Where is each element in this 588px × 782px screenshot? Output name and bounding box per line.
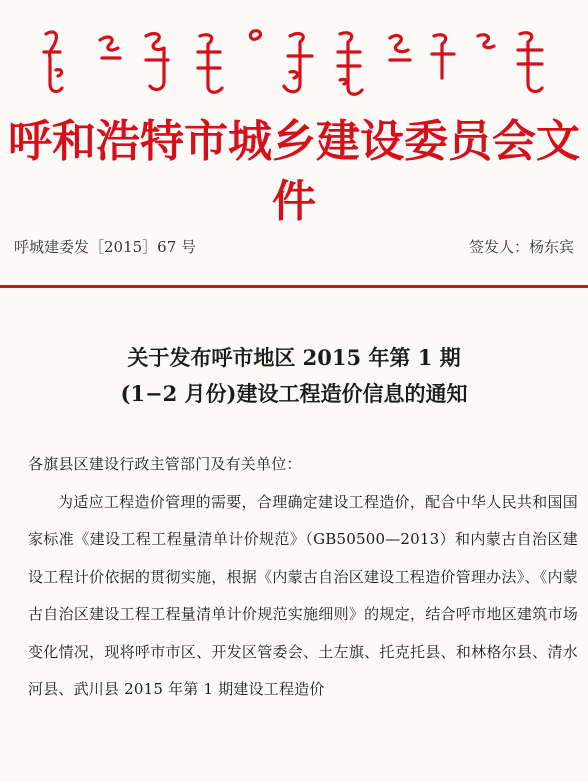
document-title — [0, 340, 588, 412]
red-divider — [0, 285, 588, 288]
signer: 签发人：杨东宾 — [468, 238, 574, 256]
body-paragraph: 为适应工程造价管理的需要，合理确定建设工程造价，配合中华人民共和国国家标准《建设工程工程量清单计价规范》（GB50500—2013）和内蒙古自治区建设工程计价依据的贯彻实施，根据《内蒙古自治区建设工程造价管理办法》、《内蒙古自治区建设工程工程量清单计价规范实施细则》的规定，结合呼市地区建筑市场变化情况，现将呼市市区、开发区管委会、土左旗、托克托县、和林格尔县、清水河县、武川县 2015 年第 1 期建设工程造价 — [28, 492, 578, 698]
document-meta-row — [14, 236, 574, 260]
document-number: 呼城建委发［2015］67 号 — [14, 238, 197, 256]
mongolian-script-image — [38, 22, 558, 104]
organization-title: 呼和浩特市城乡建设委员会文件 — [8, 116, 580, 227]
document-title-line-2: (1−2 月份)建设工程造价信息的通知 — [120, 381, 468, 406]
document-title-line-1: 关于发布呼市地区 2015 年第 1 期 — [127, 345, 461, 370]
document-body — [28, 446, 578, 709]
salutation: 各旗县区建设行政主管部门及有关单位： — [28, 455, 302, 473]
